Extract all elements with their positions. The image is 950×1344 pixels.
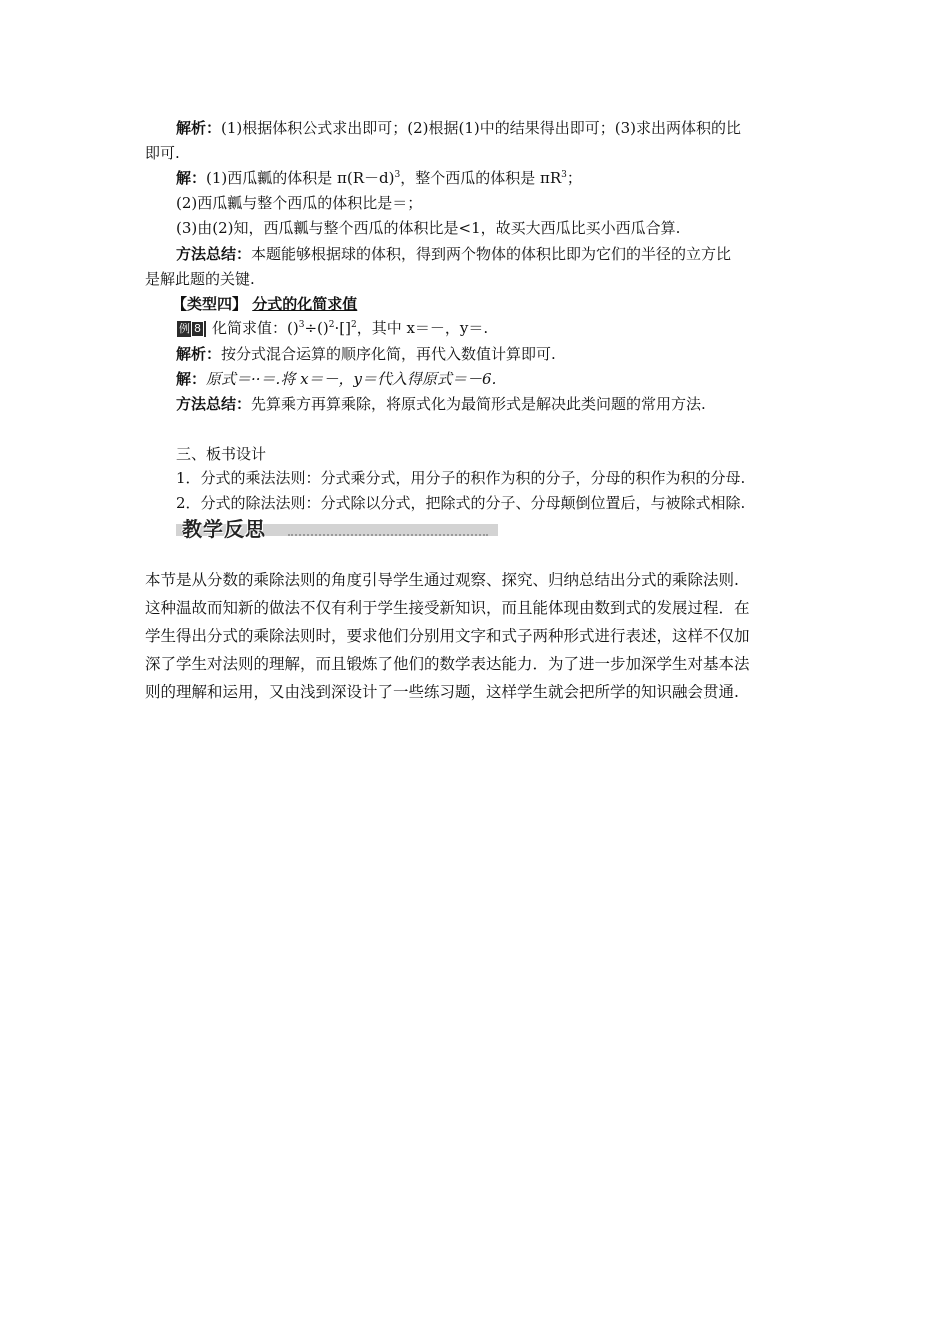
solution-1-part1 (176, 168, 582, 188)
exponent: 3 (298, 320, 305, 330)
solution-text: 原式＝··＝.将 x＝－，y＝代入得原式＝－6. (206, 370, 497, 388)
type-title: 分式的化简求值 (252, 295, 358, 313)
method-text: 先算乘方再算乘除，将原式化为最简形式是解决此类问题的常用方法. (251, 395, 706, 413)
solution-2 (176, 369, 496, 389)
method-summary-1-line2: 是解此题的关键. (145, 270, 255, 288)
exponent: 3 (394, 170, 401, 180)
analysis-2 (176, 344, 556, 364)
solution-label: 解： (176, 370, 207, 388)
board-rule-2: 2．分式的除法法则：分式除以分式，把除式的分子、分母颠倒位置后，与被除式相除. (176, 494, 746, 512)
method-text: 本题能够根据球的体积，得到两个物体的体积比即为它们的半径的立方比 (251, 245, 732, 263)
example-badge: 例 8 (177, 321, 206, 337)
solution-1-part3: (3)由(2)知，西瓜瓤与整个西瓜的体积比是<1，故买大西瓜比买小西瓜合算. (176, 219, 681, 237)
analysis-1-line1 (176, 118, 741, 138)
teaching-reflection-title: 教学反思 (182, 517, 266, 541)
reflection-line: 这种温故而知新的做法不仅有利于学生接受新知识，而且能体现由数到式的发展过程．在 (145, 599, 750, 617)
analysis-text: (1)根据体积公式求出即可；(2)根据(1)中的结果得出即可；(3)求出两体积的比 (221, 119, 742, 137)
analysis-label: 解析： (176, 345, 222, 363)
type-bracket: 【类型四】 (172, 295, 248, 313)
solution-text: ； (566, 169, 582, 187)
reflection-line: 深了学生对法则的理解，而且锻炼了他们的数学表达能力．为了进一步加深学生对基本法 (145, 655, 750, 673)
solution-text: ，整个西瓜的体积是 πR (400, 169, 562, 187)
reflection-line: 学生得出分式的乘除法则时，要求他们分别用文字和式子两种形式进行表述，这样不仅加 (145, 627, 750, 645)
board-design-heading: 三、板书设计 (176, 445, 267, 463)
board-rule-1: 1．分式的乘法法则：分式乘分式，用分子的积作为积的分子，分母的积作为积的分母. (176, 469, 746, 487)
type-4-heading (172, 294, 357, 314)
reflection-line: 则的理解和运用，又由浅到深设计了一些练习题，这样学生就会把所学的知识融会贯通. (145, 683, 739, 701)
analysis-1-line2: 即可. (145, 144, 180, 162)
exponent: 2 (328, 320, 335, 330)
method-summary-2 (176, 394, 706, 414)
method-label: 方法总结： (176, 395, 252, 413)
example-text: 化简求值：() (212, 319, 299, 337)
solution-text: (1)西瓜瓤的体积是 π(R－d) (206, 169, 395, 187)
method-summary-1-line1 (176, 244, 731, 264)
exponent: 2 (350, 320, 357, 330)
solution-label: 解： (176, 169, 207, 187)
analysis-label: 解析： (176, 119, 222, 137)
method-label: 方法总结： (176, 245, 252, 263)
reflection-line: 本节是从分数的乘除法则的角度引导学生通过观察、探究、归纳总结出分式的乘除法则. (145, 571, 739, 589)
banner-dotted-rule (288, 524, 488, 536)
example-number: 8 (191, 321, 204, 337)
exponent: 3 (561, 170, 567, 180)
teaching-reflection-banner (176, 512, 498, 541)
analysis-text: 按分式混合运算的顺序化简，再代入数值计算即可. (221, 345, 556, 363)
solution-1-part2: (2)西瓜瓤与整个西瓜的体积比是＝； (176, 194, 423, 212)
example-8: 例 8 化简求值：()$^3$÷()$^2$·[]$^2$，其中 x＝－，y＝. (179, 319, 489, 337)
